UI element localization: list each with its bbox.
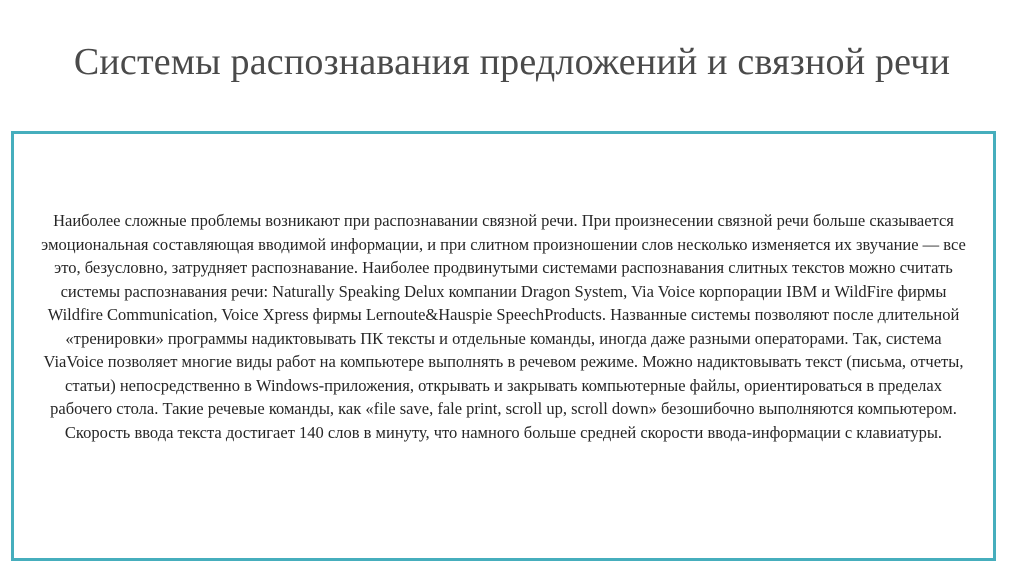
text-frame bbox=[11, 131, 996, 561]
body-text: Наиболее сложные проблемы возникают при распознавании связной речи. При произнесении связной речи больше сказывается эмоциональная составляющая вводимой информации, и при слитном произношении слов несколько изменяется их звучание — все это, безусловно, затрудняет распознавание. Наиболее продвинутыми системами распознавания слитных текстов можно считать системы распознавания речи: Naturally Speaking Delux компании Dragon System, Via Voice корпорации IBM и WildFire фирмы Wildfire Communication, Voice Xpress фирмы Lernoute&Hauspie SpeechProducts. Названные системы позволяют после длительной «тренировки» программы надиктовывать ПК тексты и отдельные команды, иногда даже разными операторами. Так, система ViaVoice позволяет многие виды работ на компьютере выполнять в речевом режиме. Можно надиктовывать текст (письма, отчеты, статьи) непосредственно в Windows-приложения, открывать и закрывать компьютерные файлы, ориентироваться в пределах рабочего стола. Такие речевые команды, как «file save, fale print, scroll up, scroll down» безошибочно выполняются компьютером. Скорость ввода текста достигает 140 слов в минуту, что намного больше средней скорости ввода-информации с клавиатуры. bbox=[41, 211, 966, 442]
slide-title: Системы распознавания предложений и связной речи bbox=[73, 41, 951, 83]
